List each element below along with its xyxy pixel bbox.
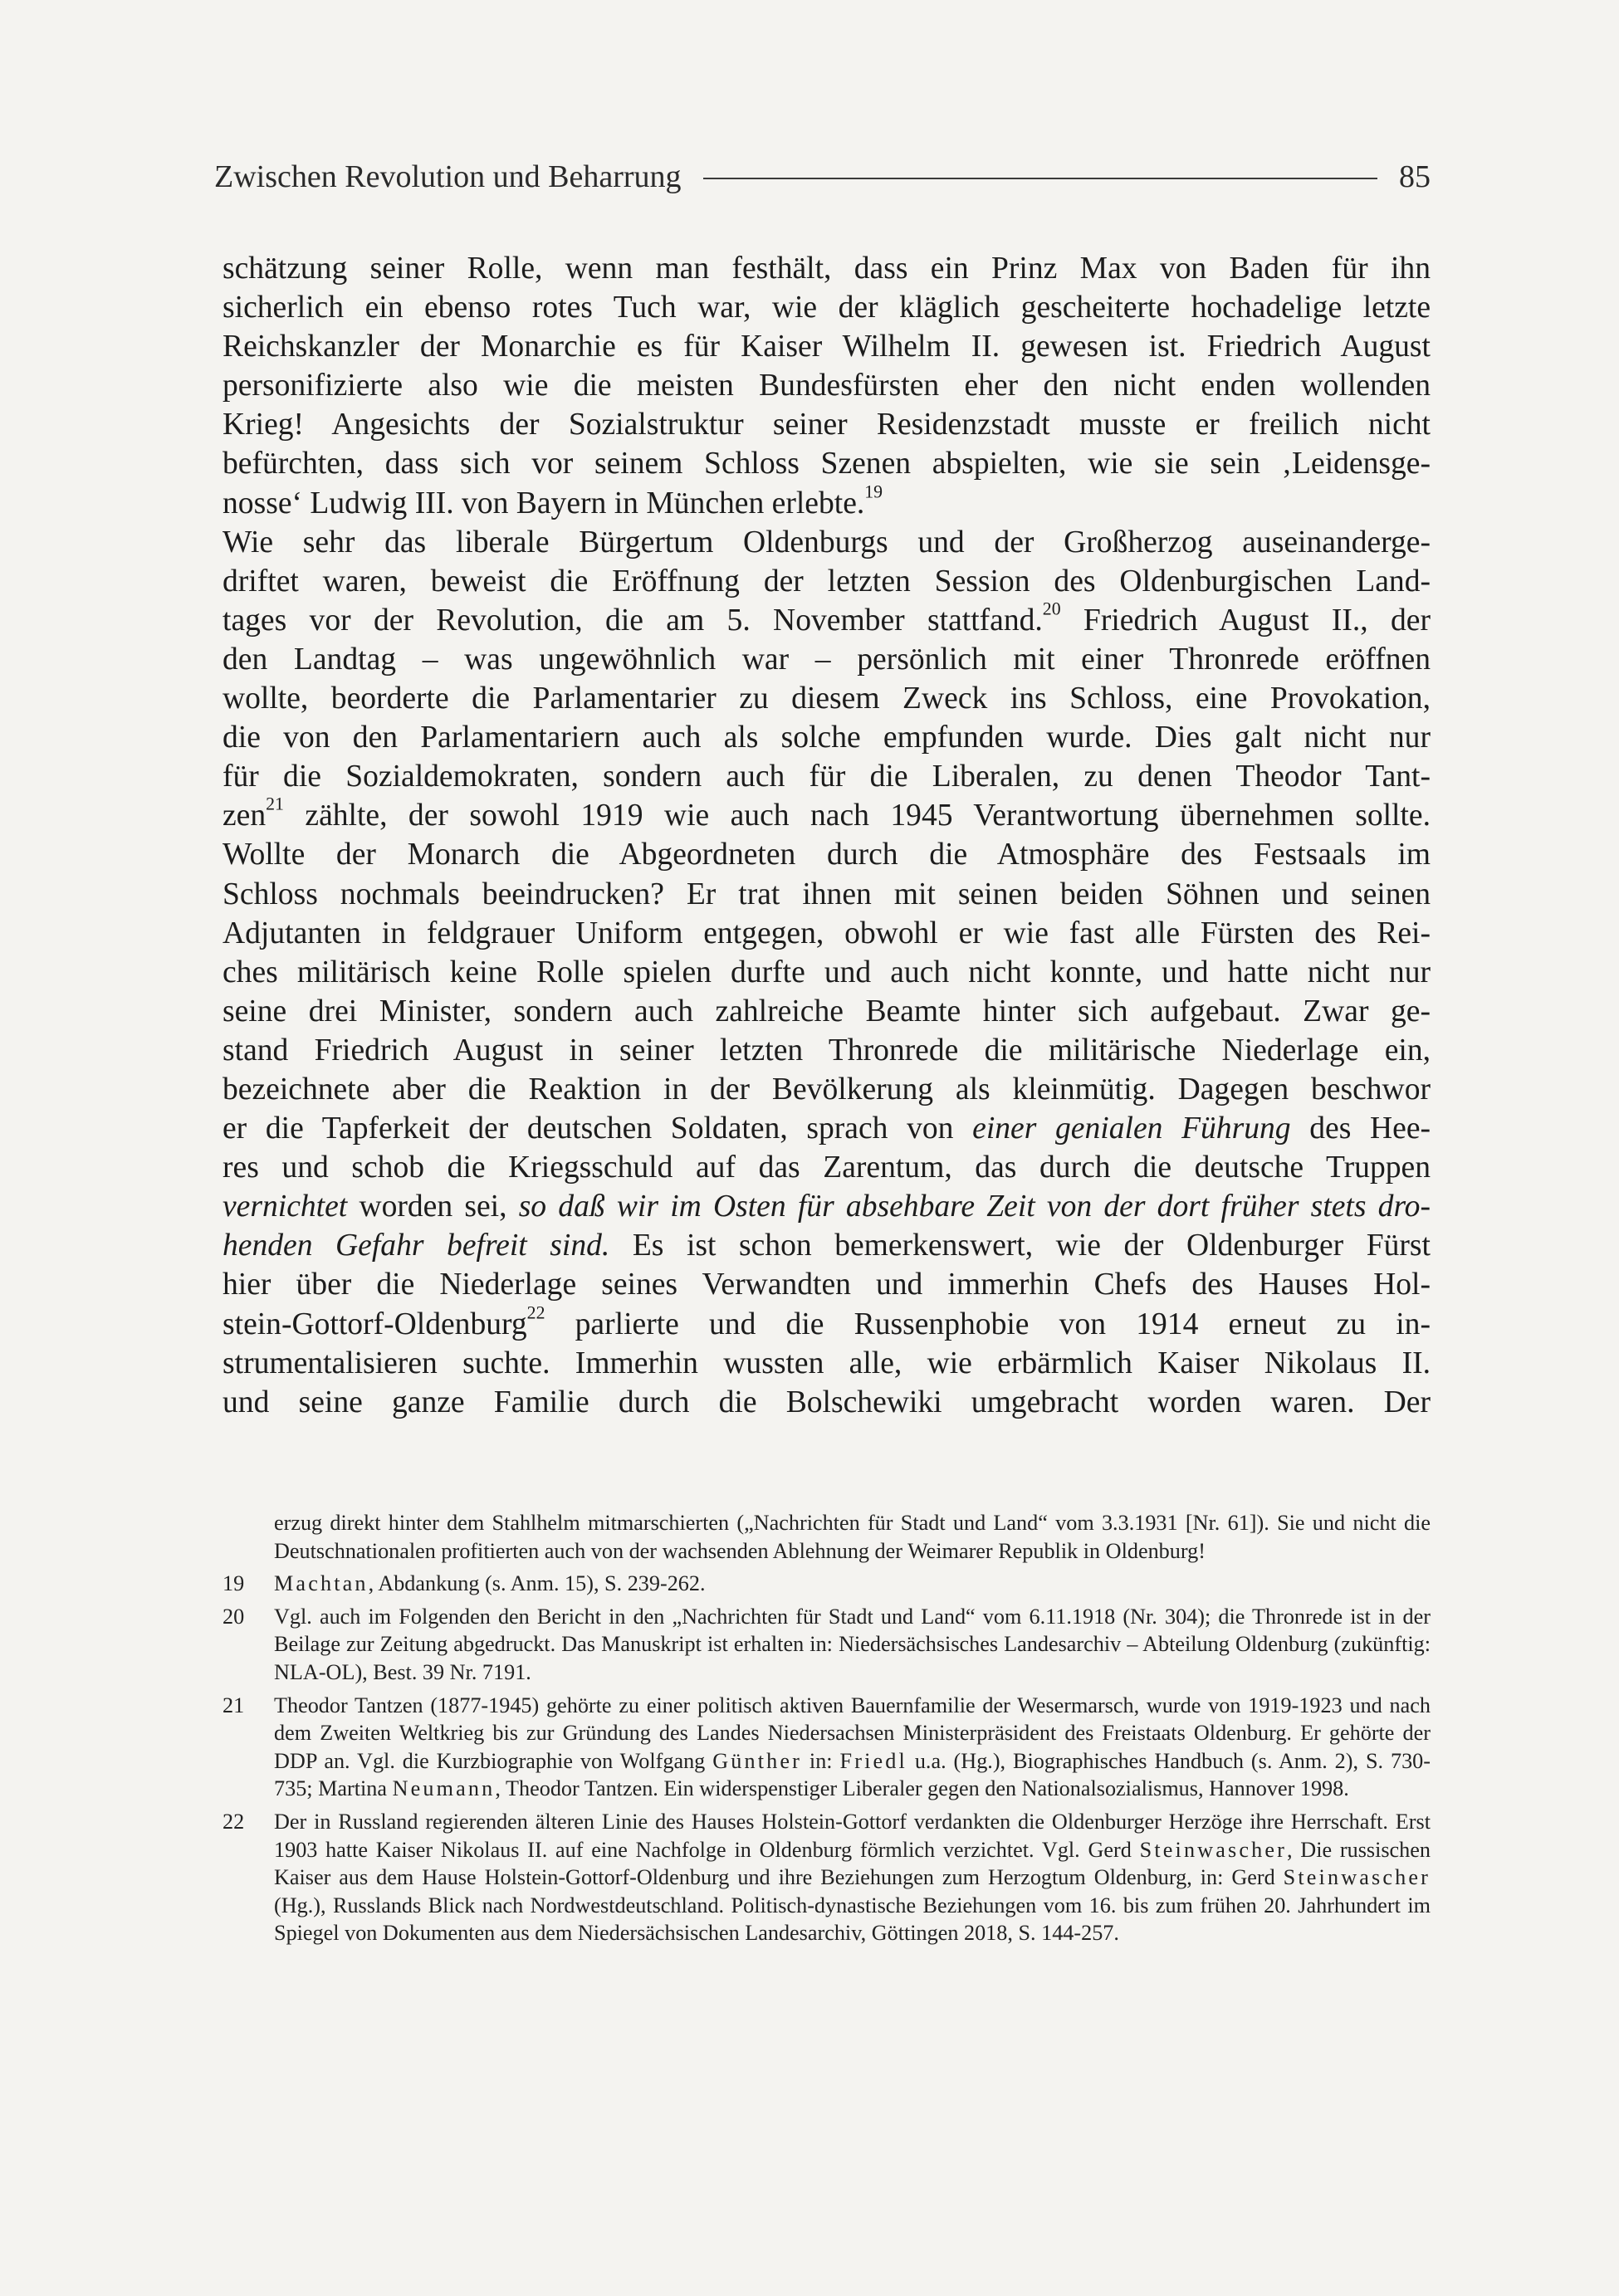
text-line: Adjutanten in feldgrauer Uniform entgegen, obwohl er wie fast alle Fürsten des Rei- <box>223 916 1431 950</box>
text-line: stand Friedrich August in seiner letzten Thronrede die militärische Niederlage ein, <box>223 1033 1431 1067</box>
footnote-number: 20 <box>223 1604 245 1629</box>
text-line: befürchten, dass sich vor seinem Schloss Szenen abspielten, wie sie sein ‚Leidensge- <box>223 447 1431 481</box>
text-line <box>223 796 1431 835</box>
running-header-title: Zwischen Revolution und Beharrung <box>214 159 682 194</box>
author-name: Machtan <box>274 1571 369 1596</box>
author-name: Steinwascher <box>1283 1865 1431 1890</box>
text-segment: , Die russischen Kaiser aus dem Hause Holstein-Gottorf-Oldenburg und ihre Beziehungen zum Herzogtum Oldenburg, in: Gerd <box>274 1837 1431 1890</box>
text-segment: er die Tapferkeit der deutschen Soldaten, sprach von <box>223 1111 973 1146</box>
footnote-continuation: erzug direkt hinter dem Stahlhelm mitmarschierten („Nachrichten für Stadt und Land“ vom 3.3.1931 [Nr. 61]). Sie und nicht die Deutschnationalen profitierten auch von der wachsenden Ablehnung der Weimarer Republik in Oldenburg! <box>274 1511 1431 1563</box>
text-segment: zählte, der sowohl 1919 wie auch nach 1945 Verantwortung übernehmen sollte. <box>283 799 1431 833</box>
text-segment: des Hee- <box>1290 1111 1431 1146</box>
text-line: und seine ganze Familie durch die Bolschewiki umgebracht worden waren. Der <box>223 1385 1431 1419</box>
author-name: Neumann <box>392 1776 496 1801</box>
text-line: bezeichnete aber die Reaktion in der Bevölkerung als kleinmütig. Dagegen beschwor <box>223 1072 1431 1106</box>
author-name: Günther <box>712 1748 803 1773</box>
text-segment: nosse‘ Ludwig III. von Bayern in München erlebte. <box>223 486 865 520</box>
text-segment: in: <box>802 1748 840 1773</box>
text-line: Wollte der Monarch die Abgeordneten durch die Atmosphäre des Festsaals im <box>223 838 1431 872</box>
footnote-20 <box>223 1603 1431 1687</box>
paragraph-1 <box>223 249 1431 523</box>
text-segment: worden sei, <box>347 1190 519 1224</box>
text-segment: stein-Gottorf-Oldenburg <box>223 1307 527 1341</box>
header-rule <box>703 178 1377 179</box>
footnotes <box>223 1509 1431 1947</box>
running-header <box>214 148 1431 206</box>
paragraph-2 <box>223 523 1431 1422</box>
text-line: strumentalisieren suchte. Immerhin wussten alle, wie erbärmlich Kaiser Nikolaus II. <box>223 1346 1431 1380</box>
text-line: Krieg! Angesichts der Sozialstruktur seiner Residenzstadt musste er freilich nicht <box>223 408 1431 442</box>
text-line: die von den Parlamentariern auch als solche empfunden wurde. Dies galt nicht nur <box>223 721 1431 755</box>
text-segment: Theodor Tantzen (1877-1945) gehörte zu einer politisch aktiven Bauernfamilie der Wesermarsch, wurde von 1919-1923 und nach dem Zweiten Weltkrieg bis zur Gründung des Landes Niedersachsen Ministerpräsident des Freistaats Oldenburg. Er gehörte der DDP an. Vgl. die Kurzbiographie von Wolfgang <box>274 1693 1431 1773</box>
text-line: für die Sozialdemokraten, sondern auch für die Liberalen, zu denen Theodor Tant- <box>223 760 1431 794</box>
footnote-text <box>274 1808 1431 1947</box>
author-name: Friedl <box>839 1748 907 1773</box>
text-line: seine drei Minister, sondern auch zahlreiche Beamte hinter sich aufgebaut. Zwar ge- <box>223 994 1431 1028</box>
text-line: Reichskanzler der Monarchie es für Kaiser Wilhelm II. gewesen ist. Friedrich August <box>223 330 1431 364</box>
text-segment: zen <box>223 799 267 833</box>
text-line: hier über die Niederlage seines Verwandten und immerhin Chefs des Hauses Hol- <box>223 1268 1431 1302</box>
text-line: wollte, beorderte die Parlamentarier zu diesem Zweck ins Schloss, eine Provokation, <box>223 681 1431 716</box>
footnote-text <box>274 1570 1431 1598</box>
footnote-ref-22[interactable]: 22 <box>526 1302 545 1322</box>
page-number: 85 <box>1399 159 1431 194</box>
footnote-text <box>274 1692 1431 1803</box>
text-segment: , Theodor Tantzen. Ein widerspenstiger Liberaler gegen den Nationalsozialismus, Hannover 1998. <box>495 1776 1349 1801</box>
text-segment: tages vor der Revolution, die am 5. November stattfand. <box>223 603 1043 638</box>
text-line <box>223 1226 1431 1265</box>
text-line: schätzung seiner Rolle, wenn man festhält, dass ein Prinz Max von Baden für ihn <box>223 252 1431 286</box>
footnote-ref-21[interactable]: 21 <box>266 794 284 814</box>
footnote-22 <box>223 1808 1431 1947</box>
text-line <box>223 1109 1431 1148</box>
text-line: res und schob die Kriegsschuld auf das Zarentum, das durch die deutsche Truppen <box>223 1150 1431 1185</box>
text-segment: parlierte und die Russenphobie von 1914 erneut zu in- <box>545 1307 1431 1341</box>
text-line <box>223 1187 1431 1226</box>
text-segment: u.a. (Hg.), Biographisches Handbuch (s. Anm. 2), S. 730-735; Martina <box>274 1748 1431 1801</box>
text-line <box>223 481 1431 523</box>
text-line <box>223 598 1431 640</box>
author-name: Steinwascher <box>1139 1837 1287 1862</box>
text-line: den Landtag – was ungewöhnlich war – persönlich mit einer Thronrede eröffnen <box>223 642 1431 677</box>
quote-italic: einer genialen Führung <box>972 1111 1291 1146</box>
footnote-number: 19 <box>223 1571 245 1596</box>
footnote-19 <box>223 1570 1431 1598</box>
text-line: ches militärisch keine Rolle spielen durfte und auch nicht konnte, und hatte nicht nur <box>223 955 1431 989</box>
text-segment: Friedrich August II., der <box>1060 603 1431 638</box>
text-line: personifizierte also wie die meisten Bundesfürsten eher den nicht enden wollenden <box>223 369 1431 403</box>
text-line: Wie sehr das liberale Bürgertum Oldenburgs und der Großherzog auseinanderge- <box>223 525 1431 559</box>
main-text <box>223 249 1431 1422</box>
text-line <box>223 1302 1431 1344</box>
quote-italic: henden Gefahr befreit sind. <box>223 1229 610 1263</box>
text-line: driftet waren, beweist die Eröffnung der letzten Session des Oldenburgischen Land- <box>223 564 1431 598</box>
footnote-21 <box>223 1692 1431 1803</box>
footnote-number: 22 <box>223 1809 245 1834</box>
text-segment: Es ist schon bemerkenswert, wie der Oldenburger Fürst <box>609 1229 1431 1263</box>
footnote-ref-19[interactable]: 19 <box>864 481 883 502</box>
quote-italic: vernichtet <box>223 1190 348 1224</box>
footnote-text: Vgl. auch im Folgenden den Bericht in den „Nachrichten für Stadt und Land“ vom 6.11.1918 (Nr. 304); die Thronrede ist in der Beilage zur Zeitung abgedruckt. Das Manuskript ist erhalten in: Niedersächsisches Landesarchiv – Abteilung Oldenburg (zukünftig: NLA-OL), Best. 39 Nr. 7191. <box>274 1604 1431 1684</box>
text-segment: (Hg.), Russlands Blick nach Nordwestdeutschland. Politisch-dynastische Beziehungen vom 16. bis zum frühen 20. Jahrhundert im Spiegel von Dokumenten aus dem Niedersächsischen Landesarchiv, Göttingen 2018, S. 144-257. <box>274 1893 1431 1946</box>
footnote-number: 21 <box>223 1693 245 1717</box>
footnote-ref-20[interactable]: 20 <box>1042 598 1061 619</box>
text-segment: , Abdankung (s. Anm. 15), S. 239-262. <box>368 1571 706 1596</box>
quote-italic: so daß wir im Osten für absehbare Zeit von der dort früher stets dro- <box>518 1190 1431 1224</box>
text-line: Schloss nochmals beeindrucken? Er trat ihnen mit seinen beiden Söhnen und seinen <box>223 877 1431 911</box>
text-line: sicherlich ein ebenso rotes Tuch war, wie der kläglich gescheiterte hochadelige letzte <box>223 291 1431 325</box>
text-segment: Der in Russland regierenden älteren Linie des Hauses Holstein-Gottorf verdankten die Oldenburger Herzöge ihre Herrschaft. Erst 1903 hatte Kaiser Nikolaus II. auf eine Nachfolge in Oldenburg förmlich verzichtet. Vgl. Gerd <box>274 1809 1431 1862</box>
